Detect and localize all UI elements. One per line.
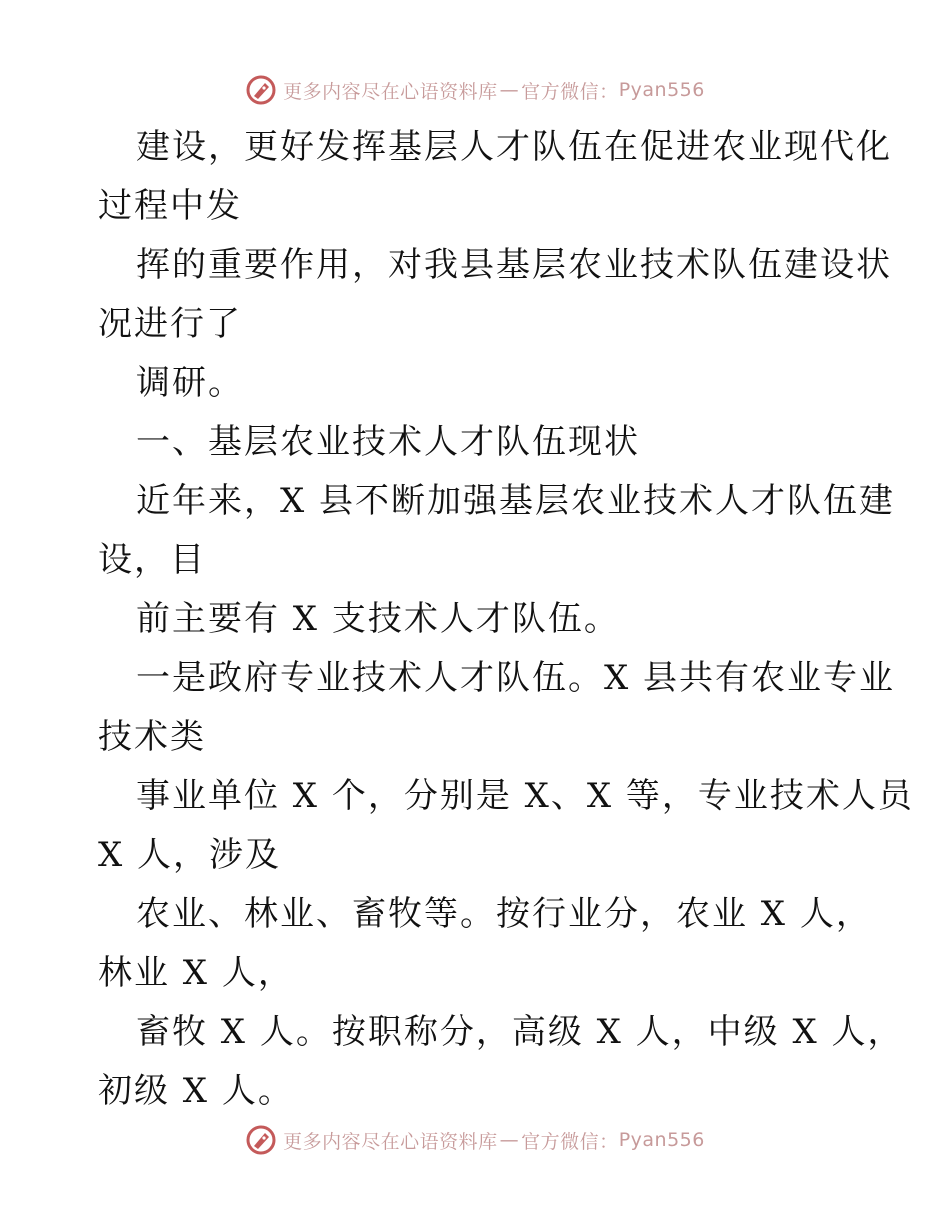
pen-nib-logo-icon xyxy=(245,1124,277,1156)
watermark-site-text: 更多内容尽在心语资料库 xyxy=(283,1130,498,1153)
watermark-wechat-id: Pyan556 xyxy=(618,1129,705,1151)
watermark-wechat-id: Pyan556 xyxy=(618,79,705,101)
watermark-site-text: 更多内容尽在心语资料库 xyxy=(283,80,498,103)
text-line: 初级 X 人。 xyxy=(98,1071,294,1111)
document-body xyxy=(98,118,914,1121)
footer-watermark xyxy=(0,1120,950,1160)
text-line: 近年来，X 县不断加强基层农业技术人才队伍建 xyxy=(136,481,896,521)
watermark-dash: — xyxy=(499,1129,520,1151)
text-line: 一是政府专业技术人才队伍。X 县共有农业专业 xyxy=(136,658,896,698)
pen-nib-logo-icon xyxy=(245,74,277,106)
text-line: 事业单位 X 个，分别是 X、X 等，专业技术人员 xyxy=(136,776,914,816)
text-line: 前主要有 X 支技术人才队伍。 xyxy=(136,599,620,639)
text-line: 一、基层农业技术人才队伍现状 xyxy=(136,422,640,462)
text-line: 设，目 xyxy=(98,540,206,580)
text-line: 调研。 xyxy=(136,363,244,403)
header-watermark xyxy=(0,70,950,110)
text-line: 过程中发 xyxy=(98,186,242,226)
text-line: 况进行了 xyxy=(98,304,242,344)
text-line: 建设，更好发挥基层人才队伍在促进农业现代化 xyxy=(136,127,892,167)
watermark-wechat-label: 官方微信： xyxy=(521,1130,619,1153)
watermark-wechat-label: 官方微信： xyxy=(521,80,619,103)
text-line: 技术类 xyxy=(98,717,206,757)
text-line: 农业、林业、畜牧等。按行业分，农业 X 人， xyxy=(136,894,872,934)
text-line: 林业 X 人， xyxy=(98,953,294,993)
watermark-dash: — xyxy=(499,79,520,101)
text-line: 挥的重要作用，对我县基层农业技术队伍建设状 xyxy=(136,245,892,285)
text-line: 畜牧 X 人。按职称分，高级 X 人，中级 X 人， xyxy=(136,1012,904,1052)
text-line: X 人，涉及 xyxy=(98,835,282,875)
